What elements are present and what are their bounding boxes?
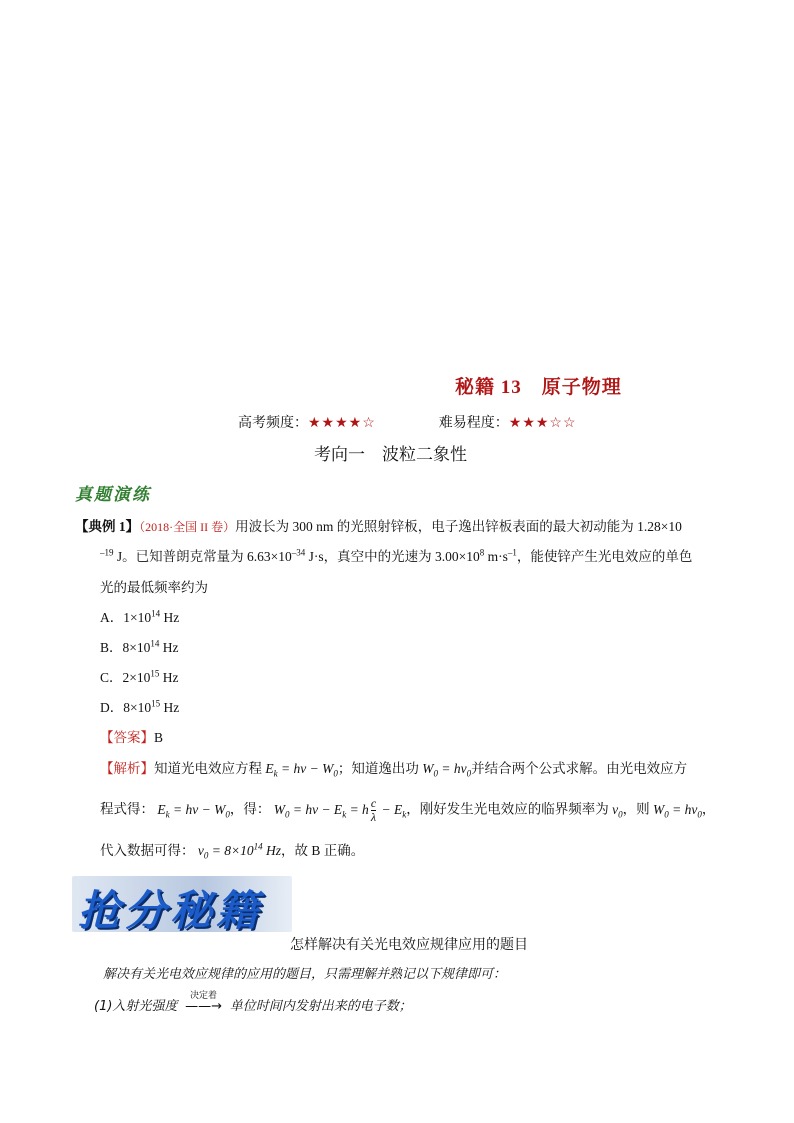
option-text: B．8×10: [100, 640, 151, 655]
tips-title: 怎样解决有关光电效应规律应用的题目: [290, 937, 528, 953]
equation: $\nu_0 = 8\times 10^{14}$ Hz: [197, 841, 281, 861]
exponent: 14: [150, 638, 160, 649]
analysis-text: ，则: [622, 801, 650, 817]
rule-text: (1)入射光强度: [94, 999, 178, 1014]
analysis-label: 【解析】: [100, 761, 154, 776]
tips-intro: 解决有关光电效应规律的应用的题目，只需理解并熟记以下规律即可：: [103, 967, 507, 982]
section-title: 考向一 波粒二象性: [314, 445, 467, 465]
option-text: C．2×10: [100, 670, 151, 685]
option-text: A．1×10: [100, 610, 152, 625]
analysis-text: 知道光电效应方程: [154, 761, 262, 776]
example-line-3: 光的最低频率约为: [100, 580, 208, 595]
option-text: D．8×10: [100, 700, 152, 715]
tips-banner: [72, 876, 292, 935]
tips-rule-1: [94, 991, 412, 1014]
exponent: –19: [100, 547, 114, 558]
option-c: [100, 668, 179, 688]
equation: $E_k = h\nu - W_0$: [157, 801, 230, 820]
exponent: 8: [479, 547, 485, 558]
frequency-label: 高考频度：: [238, 416, 308, 431]
option-unit: Hz: [160, 700, 180, 715]
example-line-1: [75, 517, 682, 537]
fraction: $\frac{c}{\lambda}$: [370, 796, 377, 824]
example-line-2: [100, 547, 692, 567]
analysis-text: 程式得：: [100, 801, 154, 817]
analysis-text: ，刚好发生光电效应的临界频率为: [406, 801, 609, 817]
option-b: [100, 638, 179, 658]
exponent: –1: [507, 547, 517, 558]
rule-text: 单位时间内发射出来的电子数；: [229, 999, 412, 1014]
arrow-label: 决定着: [190, 991, 218, 1001]
analysis-line-3: [100, 841, 364, 861]
example-tag: 【典例 1】: [75, 519, 140, 534]
equation: $W_0 = h\nu - E_k = h$ $\frac{c}{\lambda}$ − $E_k$: [273, 796, 407, 824]
example-text-1: 用波长为 300 nm 的光照射锌板，电子逸出锌板表面的最大初动能为 1.28×10: [235, 519, 682, 534]
analysis-line-2: [100, 797, 715, 824]
analysis-text: ；知道逸出功: [337, 761, 419, 776]
equation: $E_k = h\nu - W_0$: [265, 761, 338, 779]
exponent: 15: [150, 668, 160, 679]
page-title: 秘籍 13 原子物理: [455, 377, 622, 398]
analysis-line-1: [100, 759, 687, 779]
option-unit: Hz: [159, 640, 179, 655]
analysis-text: 代入数据可得：: [100, 843, 195, 858]
example-source: （2018·全国 II 卷）: [139, 520, 236, 534]
practice-heading: 真题演练: [75, 485, 151, 504]
analysis-text: ，: [701, 801, 716, 817]
arrow-icon: 决定着 ——→: [182, 999, 226, 1014]
example-text: m·s: [484, 549, 508, 564]
option-a: [100, 608, 179, 628]
analysis-text: 并结合两个公式求解。由光电效应方: [471, 761, 688, 776]
option-unit: Hz: [159, 670, 179, 685]
exponent: 15: [151, 698, 161, 709]
equation: $W_0 = h\nu_0$: [422, 761, 472, 779]
exponent: 14: [151, 608, 161, 619]
example-text: J。已知普朗克常量为 6.63×10: [113, 549, 292, 564]
equation: $\nu_0$: [612, 801, 623, 820]
exponent: –34: [291, 547, 306, 558]
option-d: [100, 698, 179, 718]
difficulty-label: 难易程度：: [438, 416, 509, 431]
example-text: ，能使锌产生光电效应的单色: [516, 549, 693, 564]
frequency-stars: ★★★★☆: [308, 416, 376, 431]
example-text: J·s，真空中的光速为 3.00×10: [305, 549, 480, 564]
option-unit: Hz: [160, 610, 180, 625]
answer-value: B: [154, 730, 164, 745]
answer-line: [100, 728, 163, 748]
equation: $W_0 = h\nu_0$: [653, 801, 702, 820]
analysis-text: ，故 B 正确。: [281, 843, 365, 858]
difficulty-stars: ★★★☆☆: [508, 416, 577, 431]
tips-banner-text: 抢分秘籍: [78, 886, 263, 935]
difficulty-rating: [238, 412, 577, 432]
analysis-text: ，得：: [229, 801, 271, 817]
answer-label: 【答案】: [100, 730, 154, 745]
